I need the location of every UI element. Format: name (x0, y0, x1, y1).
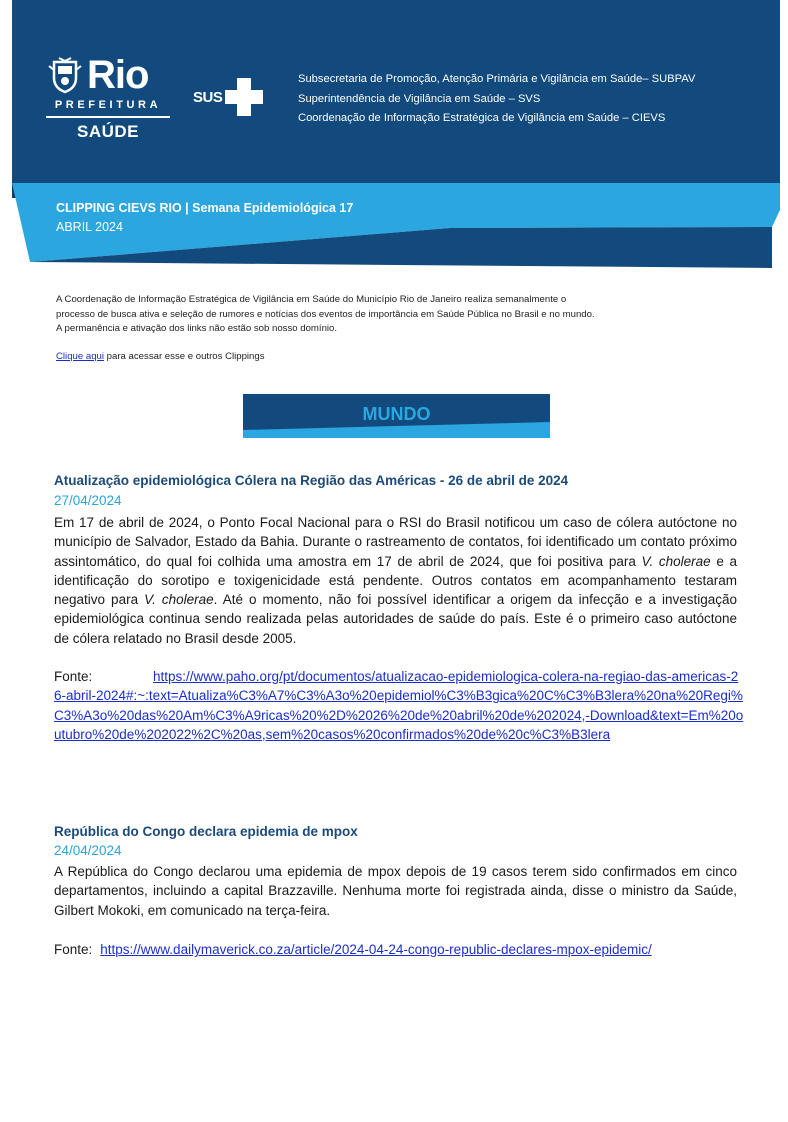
city-crest-icon (46, 56, 84, 94)
org-line-cievs: Coordenação de Informação Estratégica de Vigilância em Saúde – CIEVS (298, 112, 666, 124)
article-title: República do Congo declara epidemia de mpox (54, 824, 358, 839)
sus-logo (193, 76, 265, 118)
article-body-text: Em 17 de abril de 2024, o Ponto Focal Nacional para o RSI do Brasil notificou um caso de cólera autóctone no município de Salvador, Estado da Bahia. Durante o rastreamento de contatos, foi identificado um contato próximo assintomático, do qual foi colhida uma amostra em 17 de abril de 2024, que foi positiva para (54, 515, 737, 569)
article-title: Atualização epidemiológica Cólera na Região das Américas - 26 de abril de 2024 (54, 473, 569, 488)
article-body (54, 862, 737, 920)
intro-link-line (56, 351, 265, 362)
organization-lines (298, 70, 695, 129)
clique-aqui-link[interactable]: Clique aqui (56, 351, 105, 362)
article-body-text: e a identificação do sorotipo e toxigenicidade está pendente. Outros contatos em acompanhamento testaram negativo para (54, 553, 737, 608)
article-body-italic: V. cholerae (641, 553, 711, 569)
intro-link-suffix: para acessar esse e outros Clippings (104, 351, 265, 362)
logo-prefeitura-text: PREFEITURA (54, 99, 162, 111)
article-source (54, 667, 744, 744)
org-line-svs: Superintendência de Vigilância em Saúde – SVS (298, 92, 541, 105)
source-label: Fonte: (54, 942, 93, 957)
article-date: 27/04/2024 (54, 493, 122, 508)
logo-rio-text: Rio (87, 53, 149, 97)
section-title: MUNDO (362, 404, 431, 424)
sus-label: SUS (193, 88, 223, 106)
intro-text: A Coordenação de Informação Estratégica de Vigilância em Saúde do Município Rio de Janeiro realiza semanalmente o processo de busca ativa e seleção de rumores e notícias dos eventos de importância em Saúde Pública no Brasil e no mundo. A permanência e ativação dos links não estão sob nosso domínio. (56, 294, 595, 334)
article-source (54, 940, 744, 959)
sus-cross-icon (223, 76, 265, 118)
source-link[interactable]: https://www.dailymaverick.co.za/article/2024-04-24-congo-republic-declares-mpox-epidemic/ (100, 942, 652, 957)
article-body-text: A República do Congo declarou uma epidemia de mpox depois de 19 casos terem sido confirmados em cinco departamentos, incluindo a capital Brazzaville. Nenhuma morte foi registrada ainda, disse o ministro da Saúde, Gilbert Mokoki, em comunicado na terça-feira. (54, 864, 737, 918)
org-line-subpav: Subsecretaria de Promoção, Atenção Primária e Vigilância em Saúde– SUBPAV (298, 73, 696, 85)
article-body-italic: V. cholerae (144, 592, 214, 608)
clipping-title: CLIPPING CIEVS RIO | Semana Epidemiológica 17 (56, 201, 354, 215)
article-body-text: . Até o momento, não foi possível identificar a origem da infecção e a investigação epidemiológica continua sendo realizada pelas autoridades de saúde do país. Este é o primeiro caso autóctone de cólera relatado no Brasil desde 2005. (54, 592, 737, 646)
logo-saude-text: SAÚDE (76, 122, 139, 141)
article-date: 24/04/2024 (54, 843, 122, 858)
article-body (54, 513, 737, 648)
logo-divider (46, 116, 170, 118)
rio-prefeitura-saude-logo (46, 55, 170, 142)
source-link[interactable]: https://www.paho.org/pt/documentos/atualizacao-epidemiologica-colera-na-regiao-das-americas-26-abril-2024#:~:text=Atualiza%C3%A7%C3%A3o%20epidemiol%C3%B3gica%20C%C3%B3lera%20na%20Regi%C3%A3o%20das%20Am%C3%A9ricas%20%2D%2026%20de%20abril%20de%202024,-Download&text=Em%20outubro%20de%202022%2C%20as,sem%20casos%20confirmados%20de%20c%C3%B3lera (54, 669, 744, 742)
clipping-subtitle: ABRIL 2024 (56, 220, 123, 234)
source-label: Fonte: (54, 669, 93, 684)
